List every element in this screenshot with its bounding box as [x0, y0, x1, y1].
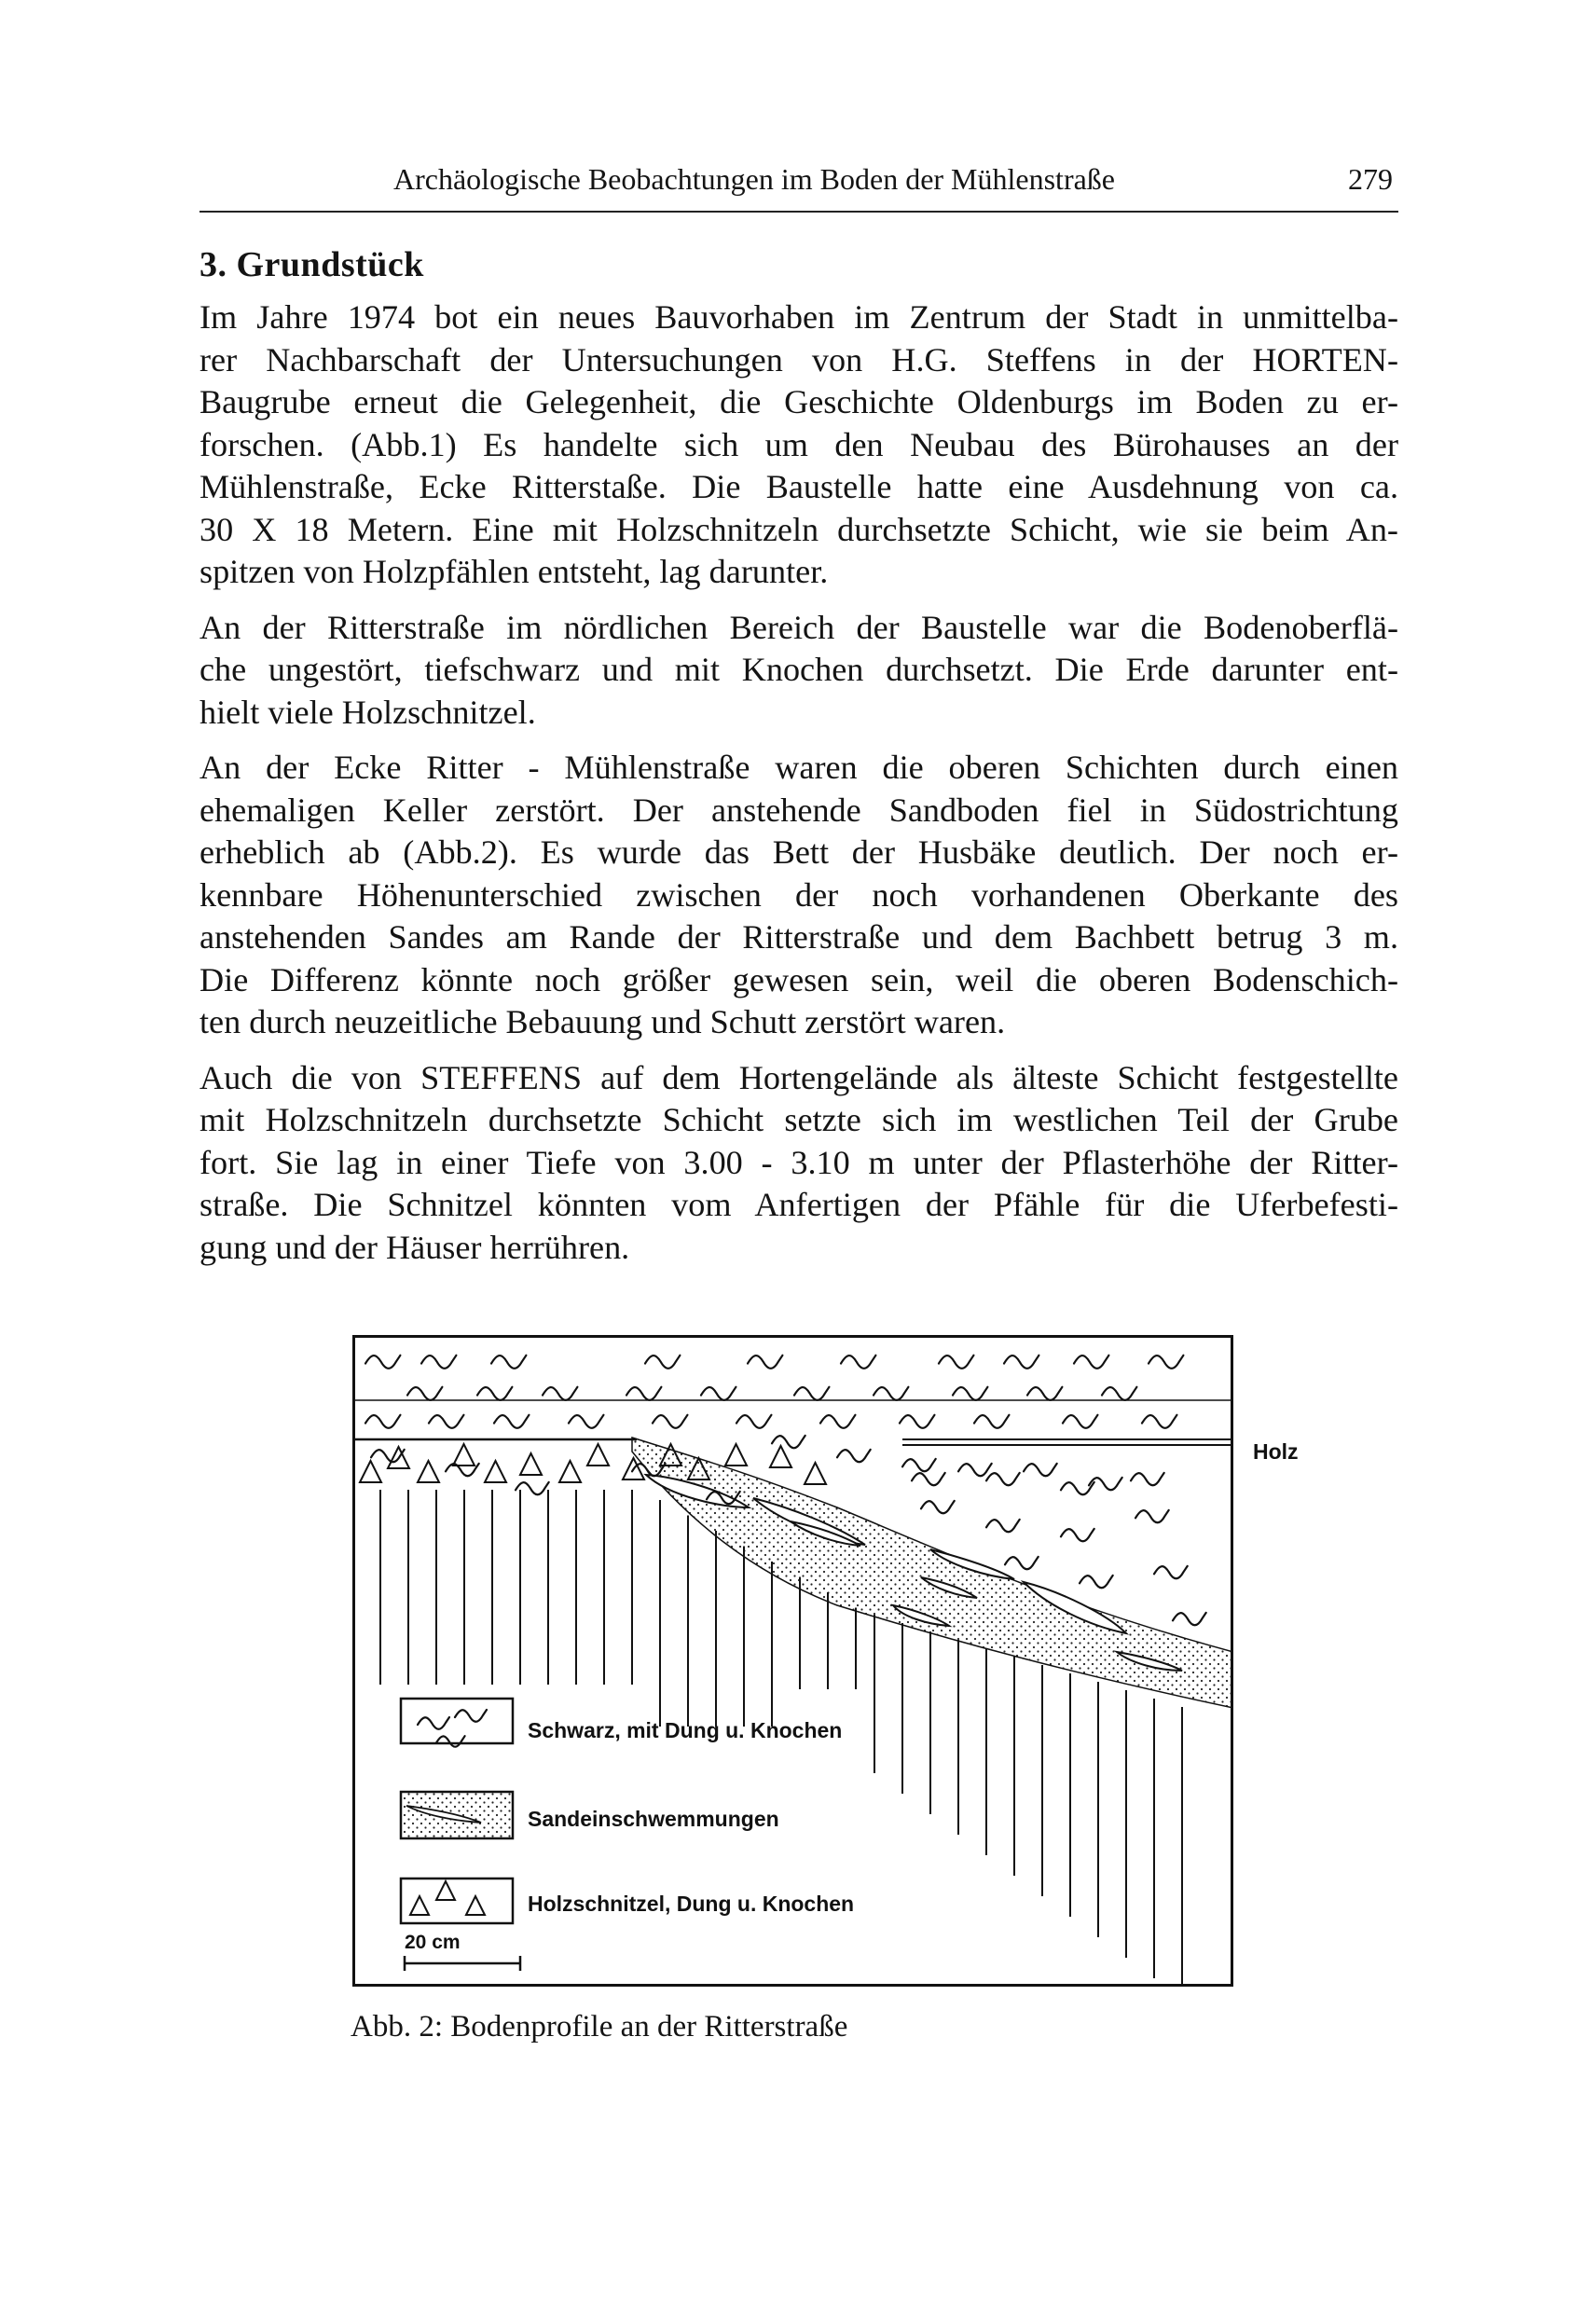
wave-mark: [1027, 1387, 1062, 1400]
triangle-mark: [559, 1461, 581, 1482]
wave-mark: [1149, 1356, 1183, 1369]
wave-mark: [421, 1356, 456, 1369]
wave-mark: [748, 1356, 782, 1369]
text-line: che ungestört, tiefschwarz und mit Knochen durchsetzt. Die Erde darunter ent-: [200, 651, 1398, 688]
paragraph-2: [200, 607, 1398, 735]
triangle-mark: [725, 1444, 747, 1466]
text-line: Auch die von STEFFENS auf dem Hortengelände als älteste Schicht festgestellte: [200, 1058, 1398, 1096]
wave-mark: [371, 1450, 405, 1462]
wave-mark: [1063, 1415, 1097, 1428]
text-line: gung und der Häuser herrühren.: [200, 1228, 630, 1266]
text-line: Mühlenstraße, Ecke Ritterstaße. Die Baustelle hatte eine Ausdehnung von ca.: [200, 468, 1398, 505]
text-line: spitzen von Holzpfählen entsteht, lag darunter.: [200, 553, 829, 590]
wave-mark: [794, 1387, 829, 1400]
paragraph-3: [200, 747, 1398, 1044]
running-head-title: Archäologische Beobachtungen im Boden der Mühlenstraße: [393, 162, 1115, 196]
paragraph-1: [200, 296, 1398, 594]
triangle-mark: [360, 1461, 381, 1482]
text-line: fort. Sie lag in einer Tiefe von 3.00 - 3.10 m unter der Pflasterhöhe der Ritter-: [200, 1143, 1398, 1181]
page-number: 279: [1348, 162, 1393, 196]
wave-mark: [974, 1415, 1009, 1428]
text-line: kennbare Höhenunterschied zwischen der noch vorhandenen Oberkante des: [200, 875, 1398, 914]
wave-mark: [902, 1459, 936, 1471]
wave-mark: [494, 1415, 529, 1428]
text-line: ehemaligen Keller zerstört. Der anstehende Sandboden fiel in Südostrichtung: [200, 791, 1398, 829]
wave-mark: [569, 1415, 603, 1428]
figure-caption: Abb. 2: Bodenprofile an der Ritterstraße: [351, 2010, 848, 2044]
text-line: mit Holzschnitzeln durchsetzte Schicht setzte sich im westlichen Teil der Grube: [200, 1101, 1398, 1138]
triangle-mark: [770, 1446, 791, 1467]
wave-mark: [736, 1415, 771, 1428]
text-line: rer Nachbarschaft der Untersuchungen von H.G. Steffens in der HORTEN-: [200, 340, 1398, 378]
text-line: ten durch neuzeitliche Bebauung und Schutt zerstört waren.: [200, 1003, 1006, 1040]
wave-mark: [1061, 1529, 1094, 1541]
triangle-mark: [453, 1444, 475, 1466]
wave-mark: [837, 1450, 871, 1462]
scale-label: 20 cm: [405, 1932, 461, 1953]
wave-mark: [958, 1464, 992, 1476]
text-line: anstehenden Sandes am Rande der Ritterstraße und dem Bachbett betrug 3 m.: [200, 918, 1398, 956]
triangle-mark: [520, 1453, 542, 1475]
text-line: hielt viele Holzschnitzel.: [200, 693, 536, 731]
soil-profile-figure: [352, 1335, 1299, 1991]
section-heading: 3. Grundstück: [200, 245, 424, 284]
text-line: straße. Die Schnitzel könnten vom Anfertigen der Pfähle für die Uferbefesti-: [200, 1186, 1398, 1223]
triangle-mark: [485, 1461, 506, 1482]
wave-mark: [874, 1387, 908, 1400]
wave-mark: [820, 1415, 855, 1428]
wave-mark: [921, 1501, 955, 1513]
wave-mark: [953, 1387, 987, 1400]
wave-mark: [1005, 1557, 1039, 1569]
legend-label-black: Schwarz, mit Dung u. Knochen: [528, 1718, 843, 1742]
wave-mark: [1154, 1566, 1188, 1578]
triangle-mark: [587, 1444, 609, 1466]
wave-mark: [772, 1436, 805, 1448]
text-line: Im Jahre 1974 bot ein neues Bauvorhaben im Zentrum der Stadt in unmittelba-: [200, 298, 1398, 336]
wave-mark: [1173, 1613, 1206, 1625]
wave-mark: [645, 1356, 680, 1369]
text-line: Die Differenz könnte noch größer gewesen sein, weil die oberen Bodenschich-: [200, 960, 1398, 998]
text-line: Baugrube erneut die Gelegenheit, die Geschichte Oldenburgs im Boden zu er-: [200, 383, 1398, 420]
legend-box-black: [401, 1699, 513, 1743]
text-line: erheblich ab (Abb.2). Es wurde das Bett der Husbäke deutlich. Der noch er-: [200, 833, 1398, 871]
wave-mark: [491, 1356, 526, 1369]
triangle-mark: [418, 1461, 439, 1482]
wave-mark: [1135, 1510, 1169, 1522]
wave-mark: [543, 1387, 577, 1400]
wave-mark: [477, 1387, 512, 1400]
paragraph-4: [200, 1057, 1398, 1270]
wave-mark: [365, 1415, 400, 1428]
wave-mark: [1080, 1576, 1113, 1588]
legend-label-woodchips: Holzschnitzel, Dung u. Knochen: [528, 1892, 855, 1916]
wave-mark: [900, 1415, 934, 1428]
body-text: [200, 296, 1398, 1282]
sand-deposit: [632, 1438, 1233, 1708]
wave-mark: [939, 1356, 973, 1369]
wave-mark: [841, 1356, 875, 1369]
text-line: 30 X 18 Metern. Eine mit Holzschnitzeln durchsetzte Schicht, wie sie beim An-: [200, 510, 1398, 548]
text-line: An der Ritterstraße im nördlichen Bereich der Baustelle war die Bodenoberflä-: [200, 608, 1398, 646]
wave-mark: [626, 1387, 661, 1400]
wave-mark: [407, 1387, 442, 1400]
wave-mark: [986, 1520, 1020, 1532]
running-head: [200, 160, 1398, 213]
text-line: forschen. (Abb.1) Es handelte sich um den Neubau des Bürohauses an der: [200, 425, 1398, 463]
wave-mark: [1004, 1356, 1039, 1369]
legend-label-sand: Sandeinschwemmungen: [528, 1807, 779, 1831]
wave-mark: [1074, 1356, 1108, 1369]
wave-mark: [701, 1387, 736, 1400]
text-line: An der Ecke Ritter - Mühlenstraße waren die oberen Schichten durch einen: [200, 749, 1398, 786]
wave-mark: [1102, 1387, 1136, 1400]
triangle-mark: [805, 1463, 826, 1484]
wave-mark: [429, 1415, 463, 1428]
wave-mark: [653, 1415, 687, 1428]
wave-mark: [1142, 1415, 1176, 1428]
wave-mark: [986, 1473, 1020, 1485]
wave-mark: [912, 1473, 945, 1485]
wave-mark: [1131, 1473, 1164, 1485]
wave-mark: [1024, 1464, 1057, 1476]
wave-mark: [365, 1356, 400, 1369]
holz-label: Holz: [1253, 1439, 1299, 1464]
